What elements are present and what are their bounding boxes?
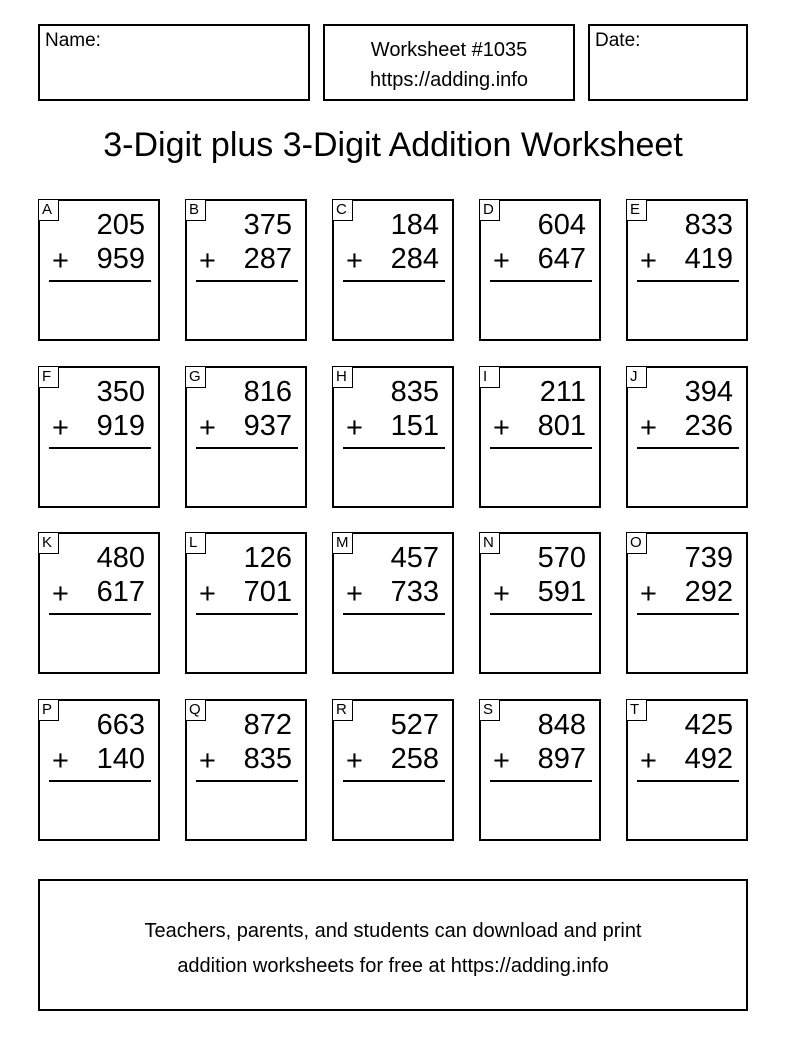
answer-line xyxy=(49,447,151,449)
top-addend: 848 xyxy=(537,709,586,741)
plus-sign: + xyxy=(640,245,657,277)
bottom-addend: 801 xyxy=(537,410,586,442)
footer-box xyxy=(38,879,748,1011)
plus-sign: + xyxy=(52,245,69,277)
plus-sign: + xyxy=(52,745,69,777)
problem-card[interactable] xyxy=(185,366,307,508)
top-addend: 205 xyxy=(96,209,145,241)
name-label: Name: xyxy=(45,30,101,51)
problem-letter: B xyxy=(185,199,206,221)
problem-letter: P xyxy=(38,699,59,721)
answer-line xyxy=(196,447,298,449)
problem-letter: A xyxy=(38,199,59,221)
problem-letter: M xyxy=(332,532,353,554)
problem-letter: R xyxy=(332,699,353,721)
answer-line xyxy=(637,780,739,782)
problem-letter: L xyxy=(185,532,206,554)
problem-card[interactable] xyxy=(38,199,160,341)
bottom-addend: 701 xyxy=(243,576,292,608)
worksheet-info-box xyxy=(323,24,575,101)
plus-sign: + xyxy=(493,412,510,444)
plus-sign: + xyxy=(199,245,216,277)
plus-sign: + xyxy=(199,745,216,777)
problem-letter: I xyxy=(479,366,500,388)
worksheet-number: Worksheet #1035 xyxy=(370,39,528,61)
problem-letter: H xyxy=(332,366,353,388)
bottom-addend: 151 xyxy=(390,410,439,442)
plus-sign: + xyxy=(346,412,363,444)
date-field-box[interactable] xyxy=(588,24,748,101)
bottom-addend: 292 xyxy=(684,576,733,608)
top-addend: 739 xyxy=(684,542,733,574)
bottom-addend: 647 xyxy=(537,243,586,275)
answer-line xyxy=(637,613,739,615)
problem-card[interactable] xyxy=(626,532,748,674)
answer-line xyxy=(343,280,445,282)
answer-line xyxy=(490,447,592,449)
top-addend: 375 xyxy=(243,209,292,241)
name-field-box[interactable] xyxy=(38,24,310,101)
plus-sign: + xyxy=(199,412,216,444)
answer-line xyxy=(343,447,445,449)
answer-line xyxy=(196,780,298,782)
plus-sign: + xyxy=(493,245,510,277)
bottom-addend: 919 xyxy=(96,410,145,442)
worksheet-url: https://adding.info xyxy=(370,69,528,91)
answer-line xyxy=(637,447,739,449)
problem-card[interactable] xyxy=(332,532,454,674)
answer-line xyxy=(490,780,592,782)
problem-letter: Q xyxy=(185,699,206,721)
problem-card[interactable] xyxy=(38,699,160,841)
problem-card[interactable] xyxy=(38,532,160,674)
answer-line xyxy=(637,280,739,282)
footer-line-2: addition worksheets for free at https://adding.info xyxy=(177,955,609,977)
top-addend: 350 xyxy=(96,376,145,408)
top-addend: 480 xyxy=(96,542,145,574)
top-addend: 394 xyxy=(684,376,733,408)
answer-line xyxy=(196,613,298,615)
top-addend: 527 xyxy=(390,709,439,741)
plus-sign: + xyxy=(640,412,657,444)
page-title: 3-Digit plus 3-Digit Addition Worksheet xyxy=(103,126,683,164)
problem-letter: O xyxy=(626,532,647,554)
problem-letter: K xyxy=(38,532,59,554)
plus-sign: + xyxy=(52,412,69,444)
problem-letter: C xyxy=(332,199,353,221)
problem-card[interactable] xyxy=(332,366,454,508)
plus-sign: + xyxy=(52,578,69,610)
bottom-addend: 492 xyxy=(684,743,733,775)
plus-sign: + xyxy=(640,745,657,777)
problem-card[interactable] xyxy=(626,199,748,341)
top-addend: 835 xyxy=(390,376,439,408)
problem-letter: D xyxy=(479,199,500,221)
top-addend: 211 xyxy=(539,376,586,408)
problem-letter: N xyxy=(479,532,500,554)
problem-letter: S xyxy=(479,699,500,721)
problem-letter: T xyxy=(626,699,647,721)
problem-card[interactable] xyxy=(185,699,307,841)
answer-line xyxy=(490,280,592,282)
answer-line xyxy=(343,613,445,615)
plus-sign: + xyxy=(346,245,363,277)
bottom-addend: 959 xyxy=(96,243,145,275)
answer-line xyxy=(490,613,592,615)
top-addend: 872 xyxy=(243,709,292,741)
top-addend: 570 xyxy=(537,542,586,574)
bottom-addend: 284 xyxy=(390,243,439,275)
problem-card[interactable] xyxy=(479,532,601,674)
bottom-addend: 419 xyxy=(684,243,733,275)
top-addend: 604 xyxy=(537,209,586,241)
bottom-addend: 591 xyxy=(537,576,586,608)
top-addend: 126 xyxy=(243,542,292,574)
bottom-addend: 617 xyxy=(96,576,145,608)
problem-card[interactable] xyxy=(626,699,748,841)
problem-letter: J xyxy=(626,366,647,388)
top-addend: 457 xyxy=(390,542,439,574)
top-addend: 816 xyxy=(243,376,292,408)
date-label: Date: xyxy=(595,30,641,51)
problem-card[interactable] xyxy=(479,699,601,841)
bottom-addend: 835 xyxy=(243,743,292,775)
problem-letter: G xyxy=(185,366,206,388)
bottom-addend: 287 xyxy=(243,243,292,275)
problem-card[interactable] xyxy=(185,532,307,674)
top-addend: 833 xyxy=(684,209,733,241)
plus-sign: + xyxy=(493,578,510,610)
problem-card[interactable] xyxy=(185,199,307,341)
bottom-addend: 897 xyxy=(537,743,586,775)
answer-line xyxy=(343,780,445,782)
plus-sign: + xyxy=(346,578,363,610)
bottom-addend: 236 xyxy=(684,410,733,442)
plus-sign: + xyxy=(640,578,657,610)
answer-line xyxy=(196,280,298,282)
answer-line xyxy=(49,280,151,282)
problem-card[interactable] xyxy=(626,366,748,508)
plus-sign: + xyxy=(199,578,216,610)
plus-sign: + xyxy=(493,745,510,777)
bottom-addend: 258 xyxy=(390,743,439,775)
answer-line xyxy=(49,613,151,615)
problem-card[interactable] xyxy=(332,199,454,341)
footer-line-1: Teachers, parents, and students can download and print xyxy=(144,920,642,942)
top-addend: 663 xyxy=(96,709,145,741)
plus-sign: + xyxy=(346,745,363,777)
bottom-addend: 140 xyxy=(96,743,145,775)
top-addend: 184 xyxy=(390,209,439,241)
problem-letter: F xyxy=(38,366,59,388)
problem-letter: E xyxy=(626,199,647,221)
bottom-addend: 733 xyxy=(390,576,439,608)
answer-line xyxy=(49,780,151,782)
problem-card[interactable] xyxy=(332,699,454,841)
problem-card[interactable] xyxy=(479,366,601,508)
bottom-addend: 937 xyxy=(243,410,292,442)
problem-card[interactable] xyxy=(479,199,601,341)
problem-card[interactable] xyxy=(38,366,160,508)
top-addend: 425 xyxy=(684,709,733,741)
